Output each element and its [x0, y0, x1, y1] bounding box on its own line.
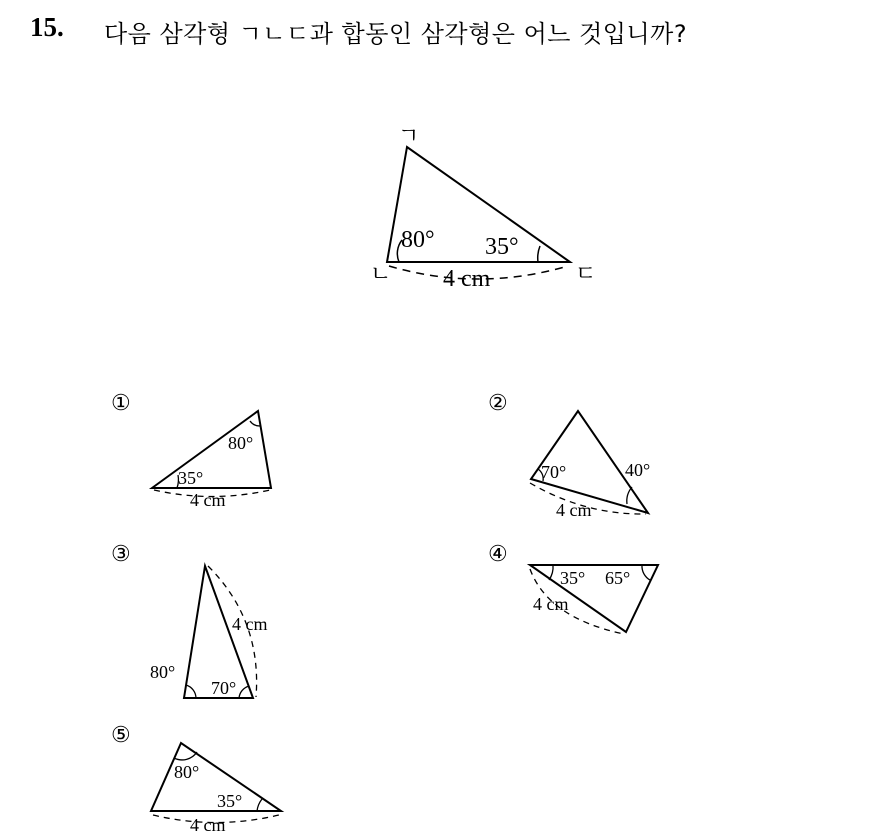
choice-2-angle-right: 40° — [625, 460, 651, 480]
question-text: 다음 삼각형 ㄱㄴㄷ과 합동인 삼각형은 어느 것입니까? — [104, 20, 688, 48]
choice-4-angle-left: 35° — [560, 568, 586, 588]
choice-4-angle-right: 65° — [605, 568, 631, 588]
vertex-label-top: ㄱ — [398, 124, 420, 149]
choice-5-angle-top: 80° — [174, 762, 200, 782]
main-angle-arc-right — [538, 246, 540, 262]
vertex-label-left: ㄴ — [370, 262, 392, 287]
choice-5-side: 4 cm — [190, 815, 226, 835]
choice-4-marker[interactable]: ④ — [488, 541, 508, 566]
main-angle-right-label: 35° — [485, 234, 519, 260]
main-side-label: 4 cm — [443, 266, 491, 292]
choice-2-marker[interactable]: ② — [488, 390, 508, 415]
choice-5-triangle — [151, 743, 281, 823]
choice-1-triangle — [152, 411, 271, 497]
choice-3-side: 4 cm — [232, 614, 268, 634]
main-angle-left-label: 80° — [401, 227, 435, 253]
choice-4-side: 4 cm — [533, 594, 569, 614]
choice-3-marker[interactable]: ③ — [111, 541, 131, 566]
choice-5-angle-right: 35° — [217, 791, 243, 811]
question-number: 15. — [30, 12, 64, 42]
choice-3-angle-right: 70° — [211, 678, 237, 698]
choice-2-angle-left: 70° — [541, 462, 567, 482]
choice-3-angle-left: 80° — [150, 662, 176, 682]
choice-2-side: 4 cm — [556, 500, 592, 520]
choice-1-marker[interactable]: ① — [111, 390, 131, 415]
choice-1-angle-top: 80° — [228, 433, 254, 453]
choice-1-angle-left: 35° — [178, 468, 204, 488]
choice-5-marker[interactable]: ⑤ — [111, 722, 131, 747]
choice-1-side: 4 cm — [190, 490, 226, 510]
vertex-label-right: ㄷ — [575, 262, 597, 287]
main-triangle — [387, 147, 570, 279]
